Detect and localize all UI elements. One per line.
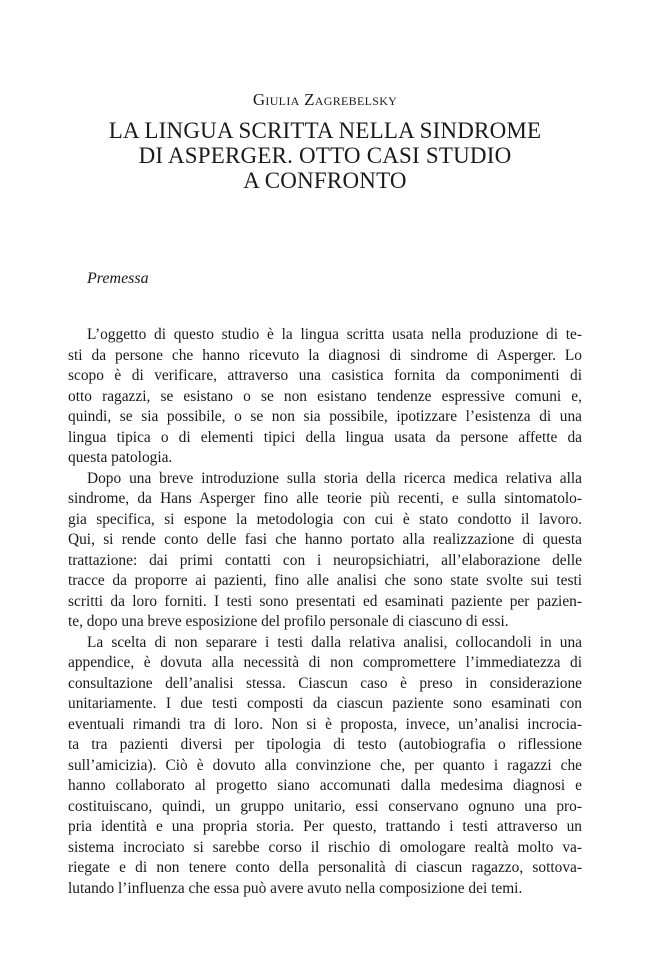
text-line: lutando l’influenza che essa può avere avuto nella composizione dei temi. [68,879,523,897]
text-line: quindi, se sia possibile, o se non sia possibile, ipotizzare l’esistenza di una [68,408,582,425]
text-line: unitariamente. I due testi composti da ciascun paziente sono esaminati con [68,695,582,712]
text-line: sti da persone che hanno ricevuto la diagnosi di sindrome di Asperger. Lo [68,346,582,364]
author-name: Giulia Zagrebelsky [252,90,398,109]
text-line: Qui, si rende conto delle fasi che hanno portato alla realizzazione di questa [68,531,582,548]
text-line: gia specifica, si espone la metodologia con cui è stato condotto il lavoro. [68,510,582,528]
text-line: sull’amicizia). Ciò è dovuto alla convinzione che, per quanto i ragazzi che [68,756,582,774]
text-line: riegate e di non tenere conto della personalità di ciascun ragazzo, sottova- [68,859,582,876]
body-text [68,325,582,899]
text-line: te, dopo una breve esposizione del profilo personale di ciascuno di essi. [68,613,509,630]
text-line: Dopo una breve introduzione sulla storia della ricerca medica relativa alla [87,469,582,487]
text-line: eventuali rimandi tra di loro. Non si è proposta, invece, un’analisi incrocia- [68,715,582,733]
text-line: appendice, è dovuta alla necessità di non compromettere l’immediatezza di [68,654,582,671]
text-line: hanno collaborato al progetto siano accomunati dalla medesima diagnosi e [68,777,582,794]
text-line: lingua tipica o di elementi tipici della lingua usata da persone affette da [68,428,582,446]
text-line: sindrome, da Hans Asperger fino alle teorie più recenti, e sulla sintomatolo- [68,490,582,507]
text-line: pria identità e una propria storia. Per questo, trattando i testi attraverso un [68,818,582,835]
title-line: A CONFRONTO [243,168,407,193]
text-line: otto ragazzi, se esistano o se non esistano tendenze espressive comuni e, [68,387,582,405]
text-line: trattazione: dai primi contatti con i neuropsichiatri, all’elaborazione delle [68,551,582,569]
text-line: questa patologia. [68,449,173,466]
text-line: scopo è di verificare, attraverso una casistica fornita da componimenti di [68,367,582,384]
text-line: tracce da proporre ai pazienti, fino alle analisi che sono state svolte sui testi [68,572,582,589]
text-line: L’oggetto di questo studio è la lingua scritta usata nella produzione di te- [87,326,582,343]
text-line: costituiscano, quindi, un gruppo unitario, essi conservano ognuno una pro- [68,797,582,815]
text-line: ta tra pazienti diversi per tipologia di testo (autobiografia o riflessione [68,736,582,753]
title-line: DI ASPERGER. OTTO CASI STUDIO [138,143,512,168]
text-line: La scelta di non separare i testi dalla relativa analisi, collocandoli in una [87,633,582,651]
text-line: scritti da loro forniti. I testi sono presentati ed esaminati paziente per pazien- [68,592,582,610]
article-title [60,118,590,193]
text-line: consultazione dell’analisi stessa. Ciascun caso è preso in considerazione [68,674,582,692]
text-line: sistema incrociato si sarebbe corso il rischio di omologare realtà molto va- [68,838,582,856]
section-heading: Premessa [87,270,149,287]
title-line: LA LINGUA SCRITTA NELLA SINDROME [108,118,542,143]
